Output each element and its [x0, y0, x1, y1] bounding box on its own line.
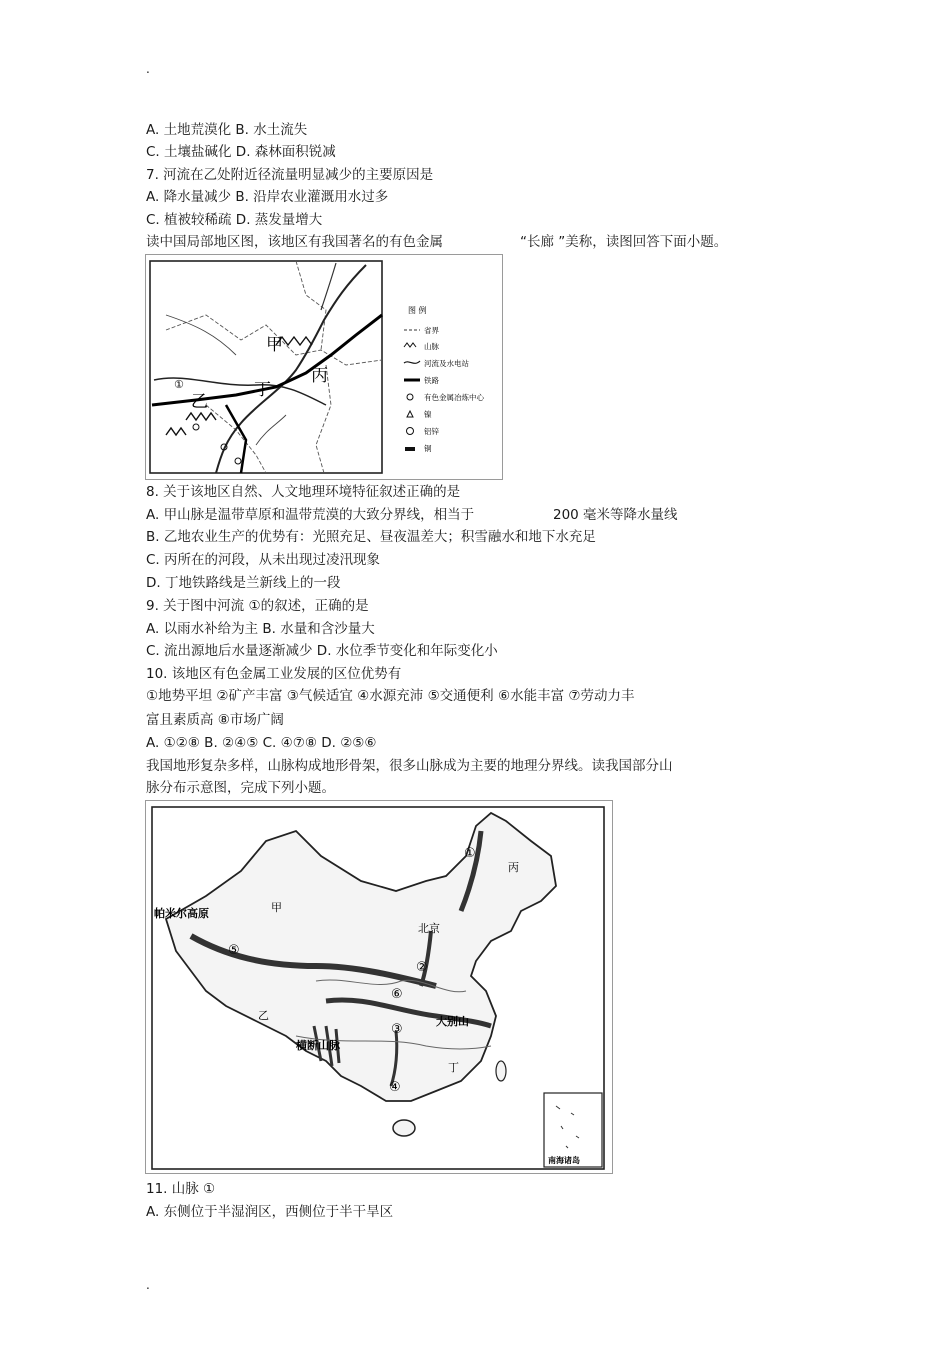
label-pamir: 帕米尔高原 [154, 907, 209, 920]
label-beijing: 北京 [418, 922, 440, 935]
label-mountain-3: ③ [391, 1022, 403, 1037]
question-8-option-a-part2: 200 毫米等降水量线 [553, 507, 678, 523]
passage-2-line-1: 我国地形复杂多样，山脉构成地形骨架，很多山脉成为主要的地理分界线。读我国部分山 [146, 758, 673, 774]
label-mountain-4: ④ [389, 1080, 401, 1095]
label-bing: 丙 [508, 861, 519, 874]
question-10-answers: A. ①②⑧ B. ②④⑤ C. ④⑦⑧ D. ②⑤⑥ [146, 735, 377, 751]
china-mountains-map-figure [145, 800, 613, 1174]
passage-1-part-b: “长廊 ”美称，读图回答下面小题。 [520, 234, 728, 250]
label-ding: 丁 [254, 380, 271, 400]
legend-title: 图 例 [408, 306, 427, 315]
question-10-factors-cont: 富且素质高 ⑧市场广阔 [146, 712, 284, 728]
page-mark-top: . [146, 62, 150, 76]
question-8-option-b: B. 乙地农业生产的优势有：光照充足、昼夜温差大；积雪融水和地下水充足 [146, 529, 596, 545]
label-ding: 丁 [448, 1061, 459, 1074]
label-south-china-sea: 南海诸岛 [548, 1156, 580, 1165]
legend-nickel: 镍 [424, 410, 432, 419]
option-line-1: A. 土地荒漠化 B. 水土流失 [146, 122, 308, 138]
passage-2-line-2: 脉分布示意图，完成下列小题。 [146, 780, 335, 796]
label-mountain-1: ① [464, 846, 476, 861]
label-dabie: 大别山 [436, 1015, 469, 1028]
legend-smelting: 有色金属冶炼中心 [424, 393, 484, 402]
page-mark-bottom: . [146, 1278, 150, 1292]
regional-map-figure [145, 254, 503, 480]
legend-aluminum-zinc: 铝锌 [424, 427, 439, 436]
legend-railway: 铁路 [424, 376, 439, 385]
question-8-option-a-part1: A. 甲山脉是温带草原和温带荒漠的大致分界线，相当于 [146, 507, 475, 523]
label-mountain-5: ⑤ [228, 943, 240, 958]
question-10-factors: ①地势平坦 ②矿产丰富 ③气候适宜 ④水源充沛 ⑤交通便利 ⑥水能丰富 ⑦劳动力丰 [146, 688, 635, 704]
question-7-options-cd: C. 植被较稀疏 D. 蒸发量增大 [146, 212, 323, 228]
label-bing: 丙 [311, 366, 328, 386]
question-9: 9. 关于图中河流 ①的叙述，正确的是 [146, 598, 369, 614]
label-jia: 甲 [271, 901, 282, 914]
question-11-option-a: A. 东侧位于半湿润区，西侧位于半干旱区 [146, 1204, 394, 1220]
label-yi: 乙 [258, 1009, 269, 1022]
legend-province: 省界 [424, 326, 439, 335]
passage-1-part-a: 读中国局部地区图，该地区有我国著名的有色金属 [146, 234, 443, 250]
question-7-options-ab: A. 降水量减少 B. 沿岸农业灌溉用水过多 [146, 189, 389, 205]
option-line-2: C. 土壤盐碱化 D. 森林面积锐减 [146, 144, 336, 160]
china-mountains-map [146, 801, 612, 1173]
legend-river: 河流及水电站 [424, 359, 469, 368]
question-9-options-ab: A. 以雨水补给为主 B. 水量和含沙量大 [146, 621, 375, 637]
regional-map [146, 255, 502, 479]
legend-mountain: 山脉 [424, 342, 439, 351]
legend-copper: 铜 [424, 444, 432, 453]
label-yi: 乙 [191, 392, 208, 412]
label-hengduan: 横断山脉 [296, 1039, 340, 1052]
label-mountain-6: ⑥ [391, 987, 403, 1002]
question-8-option-c: C. 丙所在的河段，从未出现过凌汛现象 [146, 552, 381, 568]
question-10: 10. 该地区有色金属工业发展的区位优势有 [146, 666, 402, 682]
question-7: 7. 河流在乙处附近径流量明显减少的主要原因是 [146, 167, 434, 183]
question-8-option-d: D. 丁地铁路线是兰新线上的一段 [146, 575, 341, 591]
question-8: 8. 关于该地区自然、人文地理环境特征叙述正确的是 [146, 484, 461, 500]
question-9-options-cd: C. 流出源地后水量逐渐减少 D. 水位季节变化和年际变化小 [146, 643, 498, 659]
label-jia: 甲 [266, 335, 283, 355]
question-11: 11. 山脉 ① [146, 1181, 216, 1197]
label-mountain-2: ② [416, 960, 428, 975]
label-river-1: ① [174, 378, 184, 391]
